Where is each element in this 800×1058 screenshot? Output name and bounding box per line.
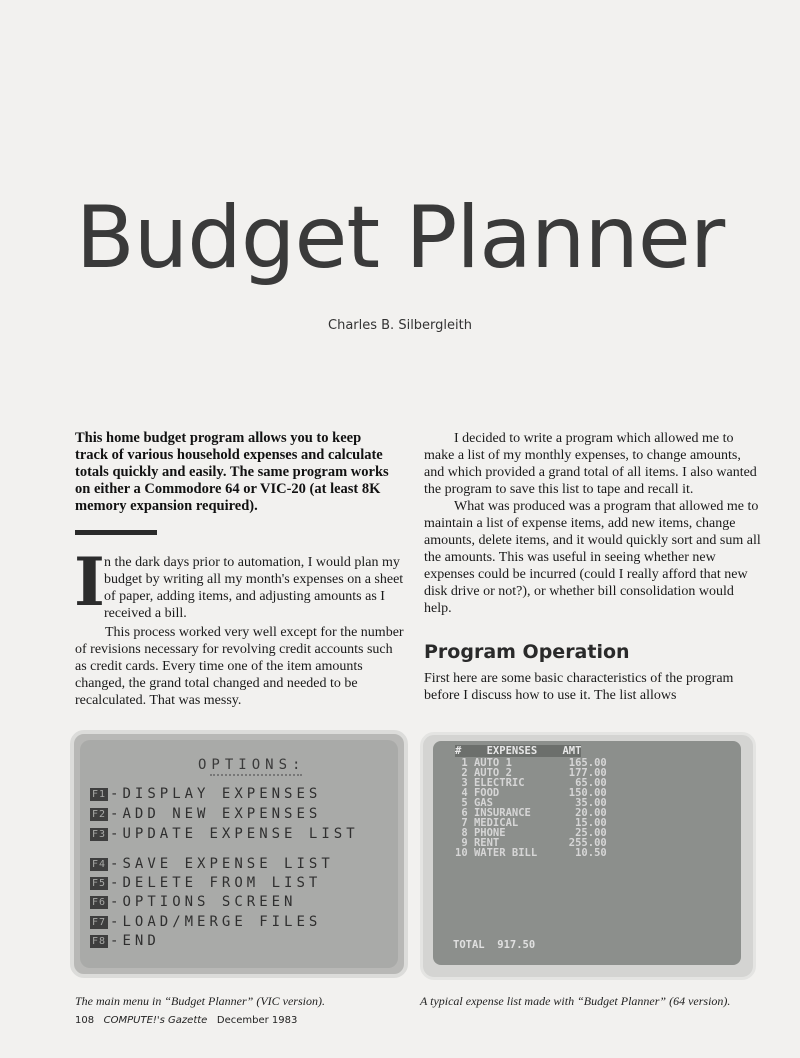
menu-item-label: -LOAD/MERGE FILES — [110, 914, 322, 930]
expense-row: 2 AUTO 2 177.00 — [455, 767, 607, 779]
menu-item — [90, 826, 359, 842]
expense-row: 4 FOOD 150.00 — [455, 787, 607, 799]
body-paragraph-2 — [75, 624, 405, 709]
lead-paragraph: This home budget program allows you to keep track of various household expenses and calculate totals quickly and easily. The same program works on either a Commodore 64 or VIC-20 (at least 8K memory expansion required). — [75, 430, 389, 514]
options-title: OPTIONS: — [198, 757, 306, 773]
function-key-label: F2 — [92, 808, 107, 820]
issue-date: December 1983 — [216, 1015, 298, 1026]
paragraph-text: I decided to write a program which allowed me to make a list of my monthly expenses, to change amounts, and which provided a grand total of all items. I also wanted the program to save this list to tape and recall it. — [424, 431, 757, 497]
menu-item — [90, 786, 321, 802]
paragraph-text: First here are some basic characteristics of the program before I discuss how to use it. The list allows — [424, 671, 734, 703]
magazine-name: COMPUTE!'s Gazette — [103, 1015, 208, 1026]
article-title: Budget Planner — [75, 188, 725, 288]
expense-row: 8 PHONE 25.00 — [455, 827, 607, 839]
page-footer — [75, 1015, 297, 1026]
function-key-label: F8 — [92, 935, 107, 947]
function-key-label: F7 — [92, 916, 107, 928]
expense-row: 7 MEDICAL 15.00 — [455, 817, 607, 829]
function-key-label: F6 — [92, 896, 107, 908]
right-column-bottom — [424, 670, 759, 704]
expense-row: 3 ELECTRIC 65.00 — [455, 777, 607, 789]
menu-item-label: -DELETE FROM LIST — [110, 875, 322, 891]
caption-right: A typical expense list made with “Budget Planner” (64 version). — [420, 994, 731, 1008]
expense-row: 9 RENT 255.00 — [455, 837, 607, 849]
expense-row: 6 INSURANCE 20.00 — [455, 807, 607, 819]
menu-item-label: -END — [110, 933, 160, 949]
paragraph-text: What was produced was a program that allowed me to maintain a list of expense items, add new items, change amounts, delete items, and it would quickly sort and sum all the amounts. This was useful in seeing whether new expenses could be incurred (could I really afford that new disk drive or not?), or whether bill consolidation would help. — [424, 499, 761, 616]
author-byline: Charles B. Silbergleith — [328, 318, 472, 333]
total-line: TOTAL 917.50 — [453, 939, 536, 951]
right-column-top — [424, 430, 764, 617]
menu-item — [90, 933, 160, 949]
menu-item — [90, 894, 296, 910]
expense-row: 1 AUTO 1 165.00 — [455, 757, 607, 769]
divider-rule — [75, 530, 157, 535]
title-underline — [210, 774, 302, 778]
menu-item — [90, 806, 321, 822]
function-key-label: F3 — [92, 828, 107, 840]
drop-cap: I — [74, 543, 105, 621]
menu-item-label: -UPDATE EXPENSE LIST — [110, 826, 359, 842]
caption-left: The main menu in “Budget Planner” (VIC version). — [75, 994, 325, 1008]
menu-item-label: -DISPLAY EXPENSES — [110, 786, 322, 802]
body-paragraph-1 — [104, 554, 404, 622]
function-key-label: F1 — [92, 788, 107, 800]
paragraph-text: n the dark days prior to automation, I would plan my budget by writing all my month's expenses on a sheet of paper, adding items, and adjusting amounts as I received a bill. — [104, 555, 404, 621]
menu-item-label: -SAVE EXPENSE LIST — [110, 856, 334, 872]
expense-row: 5 GAS 35.00 — [455, 797, 607, 809]
menu-item-label: -ADD NEW EXPENSES — [110, 806, 322, 822]
menu-item — [90, 856, 334, 872]
expense-row: 10 WATER BILL 10.50 — [455, 847, 607, 859]
function-key-label: F5 — [92, 877, 107, 889]
crt-screen — [433, 741, 741, 965]
c64-expense-list-screenshot — [420, 732, 756, 980]
function-key-label: F4 — [92, 858, 107, 870]
menu-item — [90, 914, 321, 930]
menu-item-label: -OPTIONS SCREEN — [110, 894, 297, 910]
crt-screen — [80, 740, 398, 968]
section-heading: Program Operation — [424, 641, 630, 663]
list-header: # EXPENSES AMT — [455, 745, 582, 757]
paragraph-text: This process worked very well except for the number of revisions necessary for revolving credit accounts such as credit cards. Every time one of the item amounts changed, the grand total changed and needed to be recalculated. That was messy. — [75, 625, 404, 708]
menu-item — [90, 875, 321, 891]
page-number: 108 — [75, 1015, 95, 1026]
vic-menu-screenshot — [70, 730, 408, 978]
